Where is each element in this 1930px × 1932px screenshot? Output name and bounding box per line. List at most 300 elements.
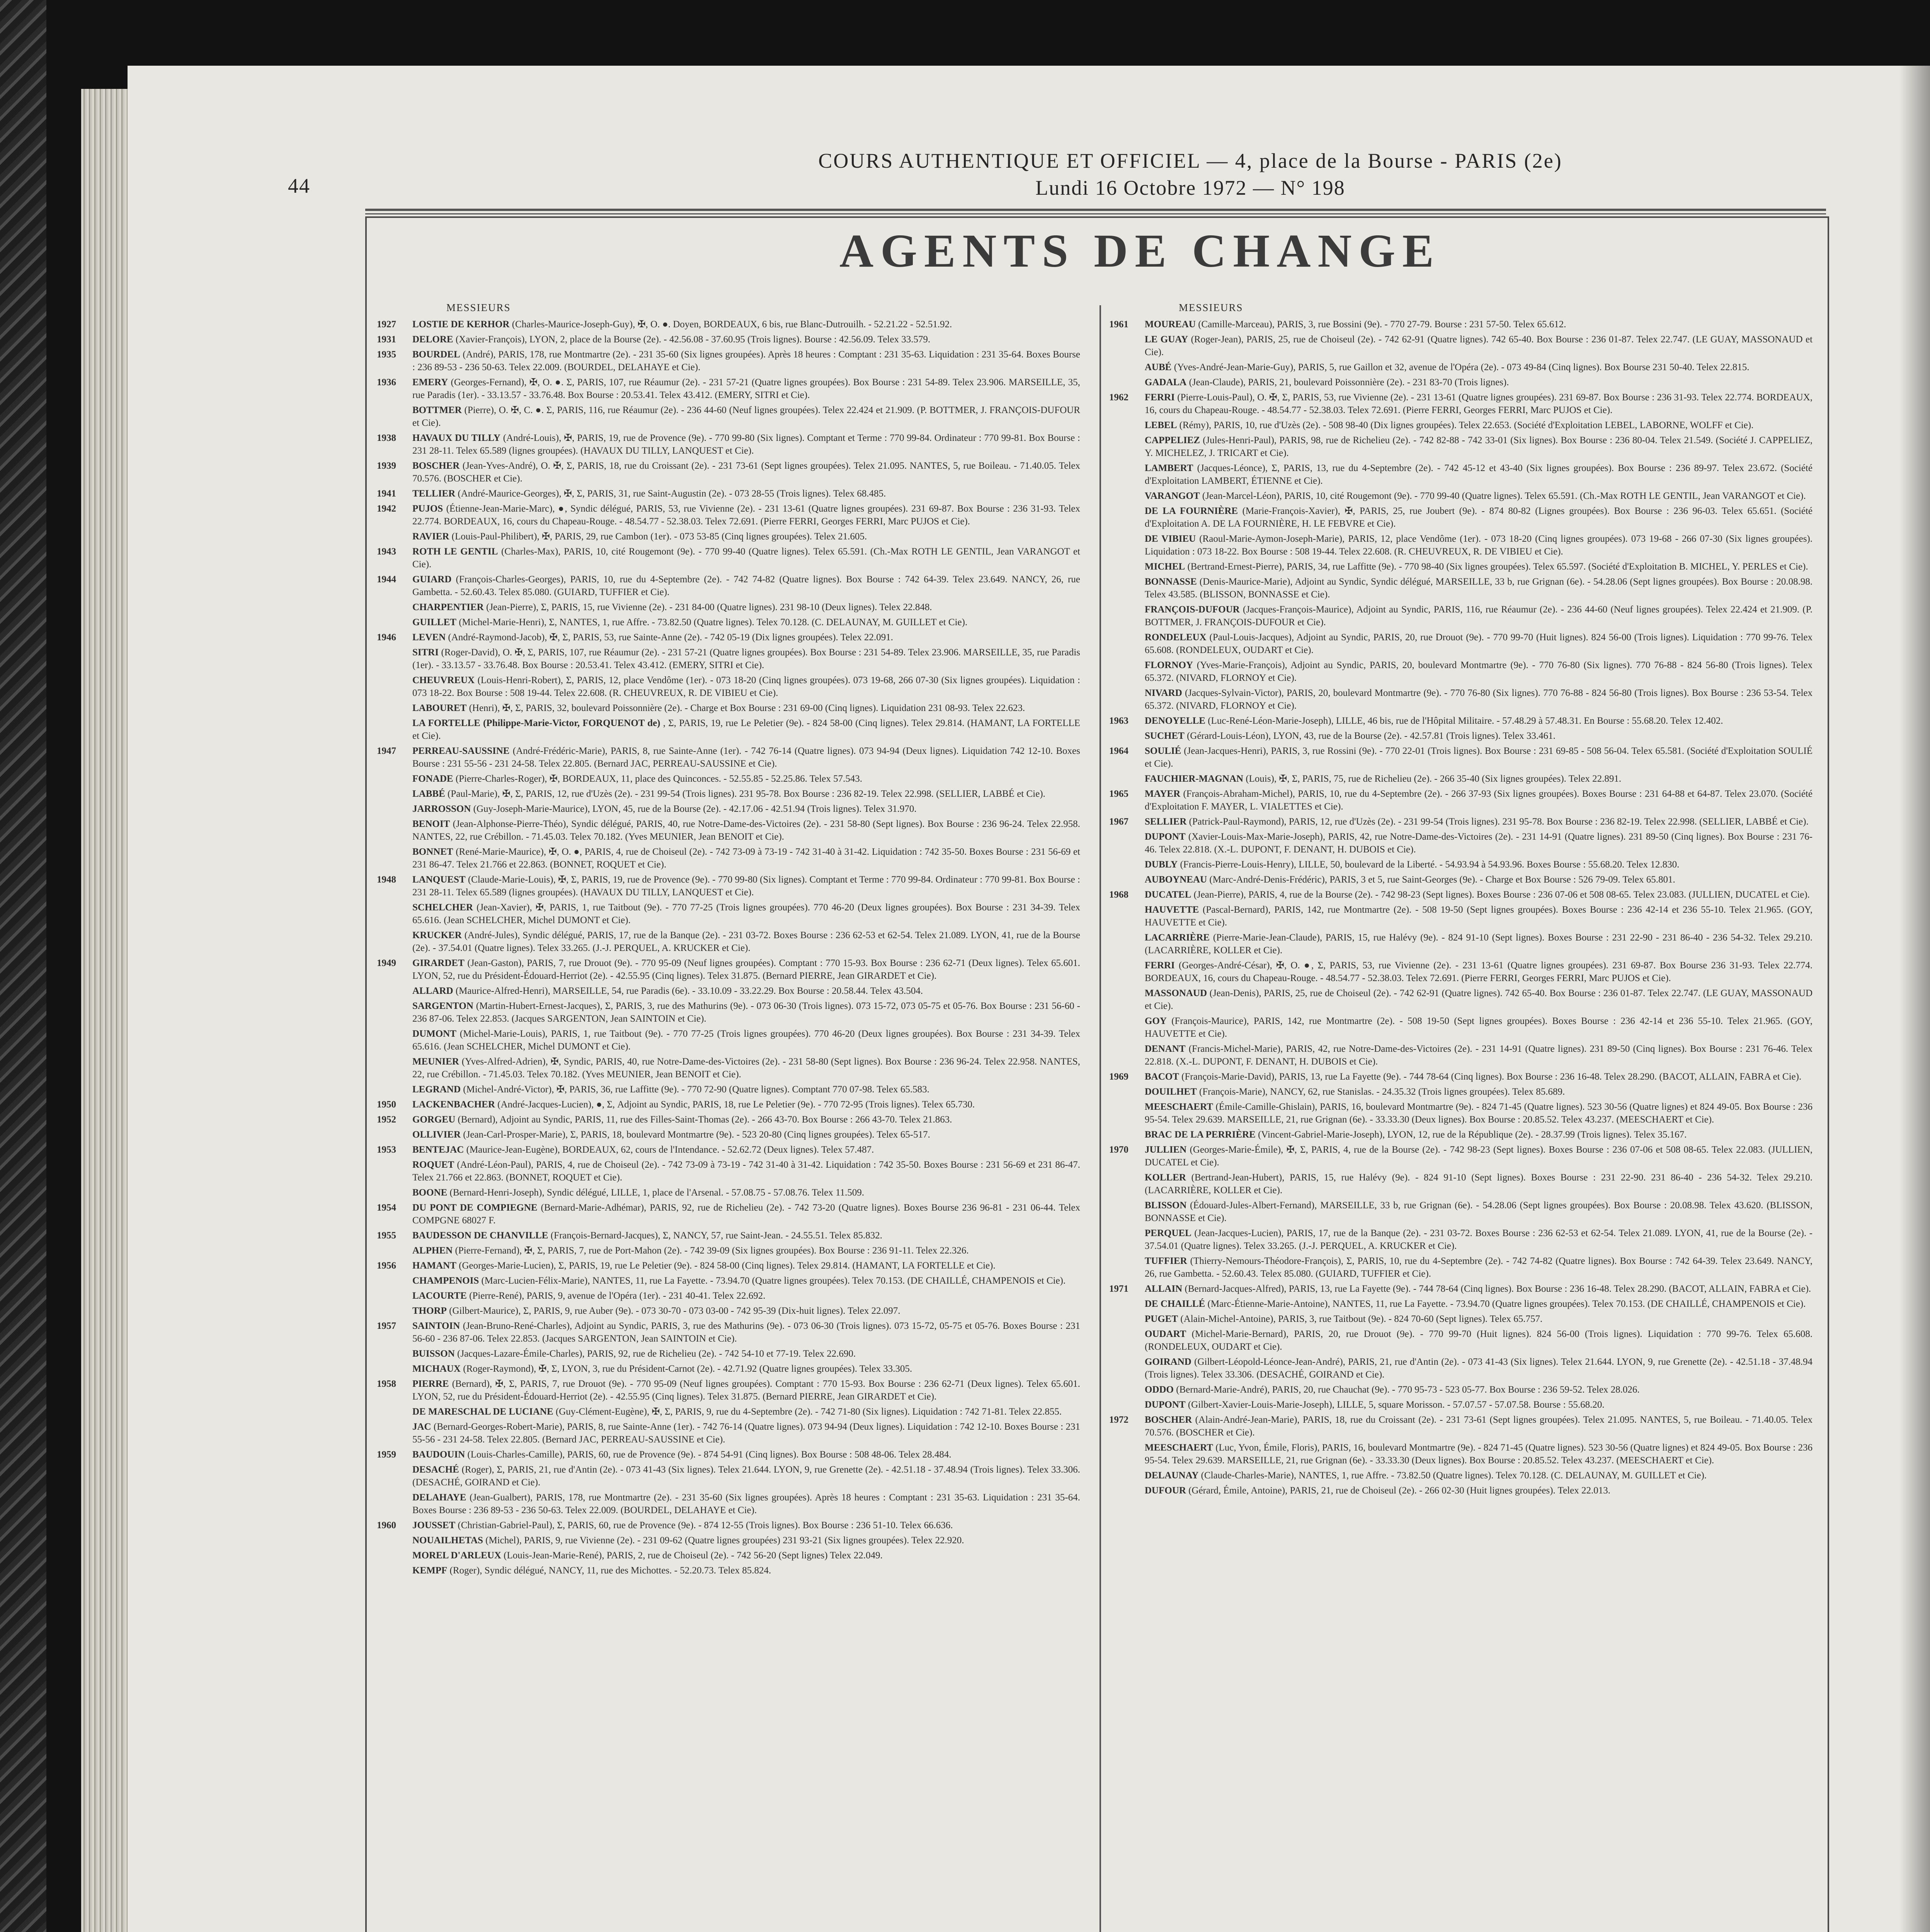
agent-name: MEESCHAERT — [1145, 1442, 1213, 1453]
agent-entry — [1109, 787, 1813, 813]
agent-name: HAMANT — [412, 1260, 456, 1271]
entry-text — [1145, 532, 1813, 558]
agent-entry — [377, 502, 1080, 528]
agent-details: (Pierre-Charles-Roger), ✠, BORDEAUX, 11, place des Quinconces. - 52.55.85 - 52.25.86. Telex 57.543. — [455, 774, 863, 784]
entry-year — [377, 1083, 412, 1096]
agent-name: PERREAU-SAUSSINE — [412, 746, 510, 756]
entry-text — [1145, 560, 1813, 573]
agent-name: JOUSSET — [412, 1520, 456, 1531]
entry-text — [412, 1519, 1080, 1532]
agent-name: AUBOYNEAU — [1145, 874, 1207, 885]
agent-details: (Jean-Bruno-René-Charles), Adjoint au Syndic, PARIS, 3, rue des Mathurins (9e). - 073 06-30 (Trois lignes). 073 15-72, 05-75 et 05-76. Boxes Bourse : 231 56-60 - 236 87-06. Telex 22.853. (Jacques SARGENTON, Jean SAINTOIN et Cie). — [412, 1321, 1080, 1344]
entry-text — [412, 348, 1080, 374]
agent-name: TELLIER — [412, 488, 456, 499]
entry-year — [377, 616, 412, 629]
agent-details: (Pierre-Marie-Jean-Claude), PARIS, 15, rue Halévy (9e). - 824 91-10 (Sept lignes). Boxes Bourse : 231 22-90 - 231 86-40 - 236 54-32. Telex 29.210. (LACARRIÈRE, KOLLER et Cie). — [1145, 932, 1813, 956]
agent-details: (Gilbert-Maurice), Σ, PARIS, 9, rue Auber (9e). - 073 30-70 - 073 03-00 - 742 95-39 (Dix-huit lignes). Telex 22.097. — [449, 1306, 900, 1316]
column-divider — [1099, 305, 1101, 1932]
agent-entry — [377, 1420, 1080, 1446]
agent-entry — [377, 1098, 1080, 1111]
agent-details: (Patrick-Paul-Raymond), PARIS, 12, rue d'Uzès (2e). - 231 99-54 (Trois lignes). 231 95-78. Box Bourse : 236 82-19. Telex 22.998. (SELLIER, LABBÉ et Cie). — [1189, 816, 1809, 827]
entry-year — [1109, 830, 1145, 856]
agent-details: (Claude-Charles-Marie), NANTES, 1, rue Affre. - 73.82.50 (Quatre lignes). Telex 70.128. (C. DELAUNAY, M. GUILLET et Cie). — [1201, 1470, 1707, 1481]
agent-entry — [1109, 462, 1813, 487]
page-shadow — [1899, 66, 1930, 1932]
entry-year — [377, 1491, 412, 1517]
agent-details: (André-Frédéric-Marie), PARIS, 8, rue Sainte-Anne (1er). - 742 76-14 (Quatre lignes). 073 94-94 (Deux lignes). Liquidation 742 12-10. Boxes Bourse : 231 55-56 - 231 24-58. Telex 22.805. (Bernard JAC, PERREAU-SAUSSINE et Cie). — [412, 746, 1080, 769]
entry-year — [377, 985, 412, 997]
entry-year — [377, 404, 412, 429]
column-heading: MESSIEURS — [446, 302, 511, 313]
agent-details: (Jean-Claude), PARIS, 21, boulevard Poissonnière (2e). - 231 83-70 (Trois lignes). — [1189, 377, 1509, 388]
entry-year — [1109, 575, 1145, 601]
agent-name: PIERRE — [412, 1379, 449, 1389]
agent-entry — [377, 1362, 1080, 1375]
agent-entry — [1109, 575, 1813, 601]
agent-entry — [1109, 959, 1813, 985]
entry-text — [1145, 987, 1813, 1012]
agent-name: GOY — [1145, 1016, 1167, 1026]
agent-entry — [1109, 1282, 1813, 1295]
agent-details: (André-Raymond-Jacob), ✠, Σ, PARIS, 53, rue Sainte-Anne (2e). - 742 05-19 (Dix lignes groupées). Telex 22.091. — [448, 632, 893, 643]
agent-entry — [1109, 815, 1813, 828]
agent-entry — [1109, 1298, 1813, 1310]
agent-entry — [1109, 1255, 1813, 1280]
agent-name: VARANGOT — [1145, 491, 1200, 501]
entry-text — [412, 1320, 1080, 1345]
agent-name: THORP — [412, 1306, 447, 1316]
agent-details: (Pierre-Louis-Paul), O. ✠, Σ, PARIS, 53, rue Vivienne (2e). - 231 13-61 (Quatre lignes groupées). 231 69-87. Box Bourse : 236 31-93. Telex 22.774. BORDEAUX, 16, cours du Chapeau-Rouge. - 48.54.77 - 52.38.03. Telex 72.691. (Pierre FERRI, Georges FERRI, Marc PUJOS et Cie). — [1145, 392, 1813, 415]
entry-year: 1942 — [377, 503, 396, 514]
entry-year: 1949 — [377, 958, 396, 968]
agent-details: (Paul-Louis-Jacques), Adjoint au Syndic, PARIS, 20, rue Drouot (9e). - 770 99-70 (Huit lignes). 824 56-00 (Trois lignes). Liquidation : 770 99-76. Telex 65.608. (RONDELEUX, OUDART et Cie). — [1145, 632, 1813, 655]
agent-entry — [377, 1519, 1080, 1532]
agent-name: HAVAUX DU TILLY — [412, 433, 500, 443]
agent-name: RONDELEUX — [1145, 632, 1207, 643]
agent-details: (André-Léon-Paul), PARIS, 4, rue de Choiseul (2e). - 742 73-09 à 73-19 - 742 31-40 à 31-42. Liquidation : 742 35-50. Boxes Bourse : 231 56-69 et 231 86-47. Telex 21.766 et 22.863. (BONNET, ROQUET et Cie). — [412, 1160, 1080, 1183]
agent-entry — [377, 601, 1080, 614]
agent-name: AUBÉ — [1145, 362, 1172, 372]
entry-text — [412, 1000, 1080, 1025]
entry-text — [1145, 1282, 1813, 1295]
agent-entry — [377, 745, 1080, 770]
entry-text — [1145, 490, 1813, 502]
agent-details: (François-Charles-Georges), PARIS, 10, rue du 4-Septembre (2e). - 742 74-82 (Quatre lignes). Box Bourse : 742 64-39. Telex 23.649. NANCY, 26, rue Gambetta. - 52.60.43. Telex 85.080. (GUIARD, TUFFIER et Cie). — [412, 574, 1080, 597]
agent-details: (Jean-Gaston), PARIS, 7, rue Drouot (9e). - 770 95-09 (Neuf lignes groupées). Comptant : 770 15-93. Box Bourse : 236 62-71 (Deux lignes). Telex 65.601. LYON, 52, rue du Président-Édouard-Herriot (2e). - 42.55.95 (Cinq lignes). Telex 31.875. (Bernard PIERRE, Jean GIRARDET et Cie). — [412, 958, 1080, 981]
agent-details: (François-Marie-David), PARIS, 13, rue La Fayette (9e). - 744 78-64 (Cinq lignes). Box Bourse : 236 16-48. Telex 28.290. (BACOT, ALLAIN, FABRA et Cie). — [1181, 1071, 1802, 1082]
agent-name: SARGENTON — [412, 1001, 473, 1011]
agent-details: (André-Louis), ✠, PARIS, 19, rue de Provence (9e). - 770 99-80 (Six lignes). Comptant et Terme : 770 99-84. Ordinateur : 770 99-81. Box Bourse : 231 28-11. Telex 65.589 (lignes groupées). (HAVAUX DU TILLY, LANQUEST et Cie). — [412, 433, 1080, 456]
agent-entry — [377, 957, 1080, 982]
agent-name: DOUILHET — [1145, 1087, 1197, 1097]
entry-year — [1109, 1199, 1145, 1225]
agent-entry — [377, 432, 1080, 457]
agent-details: (Bernard-Marie-André), PARIS, 20, rue Chauchat (9e). - 770 95-73 - 523 05-77. Box Bourse : 236 59-52. Telex 28.026. — [1176, 1384, 1640, 1395]
entry-year — [1109, 1100, 1145, 1126]
entry-year: 1955 — [377, 1230, 396, 1241]
agent-details: (Roger-Raymond), ✠, Σ, LYON, 3, rue du Président-Carnot (2e). - 42.71.92 (Quatre lignes groupées). Telex 33.305. — [463, 1364, 912, 1374]
entry-year — [377, 901, 412, 927]
entry-text — [412, 702, 1080, 714]
agent-name: ALLAIN — [1145, 1284, 1183, 1294]
entry-year — [1109, 1484, 1145, 1497]
entry-text — [412, 745, 1080, 770]
agent-name: LACARRIÈRE — [1145, 932, 1210, 943]
agent-entry — [377, 1564, 1080, 1577]
agent-details: (Jean-Jacques-Lucien), PARIS, 17, rue de la Banque (2e). - 231 03-72. Boxes Bourse : 236 62-53 et 62-54. Telex 21.089. LYON, 41, rue de la Bourse (2e). - 37.54.01 (Quatre lignes). Telex 33.265. (J.-J. PERQUEL, A. KRUCKER et Cie). — [1145, 1228, 1813, 1251]
entry-year: 1948 — [377, 874, 396, 885]
agent-name: MICHAUX — [412, 1364, 461, 1374]
agent-name: DE LA FOURNIÈRE — [1145, 506, 1238, 516]
entry-year — [1109, 376, 1145, 389]
entry-year — [377, 1564, 412, 1577]
entry-text — [1145, 730, 1813, 742]
agent-name: BAUDOUIN — [412, 1449, 465, 1460]
agent-name: DUFOUR — [1145, 1485, 1186, 1496]
agent-name: LOSTIE DE KERHOR — [412, 319, 510, 330]
agent-details: (Paul-Marie), ✠, Σ, PARIS, 12, rue d'Uzès (2e). - 231 99-54 (Trois lignes). 231 95-78. Box Bourse : 236 82-19. Telex 22.998. (SELLIER, LABBÉ et Cie). — [448, 789, 1045, 799]
entry-year — [377, 1244, 412, 1257]
entry-text — [1145, 631, 1813, 656]
entry-year: 1941 — [377, 488, 396, 499]
entry-year — [377, 1362, 412, 1375]
entry-year — [377, 1128, 412, 1141]
agent-entry — [1109, 505, 1813, 530]
entry-year — [1109, 333, 1145, 359]
entry-year — [377, 1549, 412, 1562]
entry-text — [412, 573, 1080, 599]
entry-text — [412, 1259, 1080, 1272]
header-date: Lundi 16 Octobre 1972 — N° 198 — [1035, 176, 1345, 199]
agent-name: GORGEU — [412, 1114, 456, 1125]
entry-year — [1109, 603, 1145, 629]
entry-text — [412, 1186, 1080, 1199]
agent-name: EMERY — [412, 377, 448, 388]
entry-text — [412, 1420, 1080, 1446]
header-publication: COURS AUTHENTIQUE ET OFFICIEL — 4, place de la Bourse - PARIS (2e) — [818, 149, 1562, 172]
agent-name: OUDART — [1145, 1329, 1186, 1339]
agent-details: (Jean-Xavier), ✠, PARIS, 1, rue Taitbout (9e). - 770 77-25 (Trois lignes groupées). 770 46-20 (Deux lignes groupées). Box Bourse : 231 34-39. Telex 65.616. (Jean SCHELCHER, Michel DUMONT et Cie). — [412, 902, 1080, 925]
entry-text — [412, 1534, 1080, 1547]
entry-text — [1145, 603, 1813, 629]
agent-entry — [1109, 1143, 1813, 1169]
entry-text — [412, 1491, 1080, 1517]
entry-year — [1109, 1227, 1145, 1252]
agent-entry — [1109, 987, 1813, 1012]
agent-entry — [377, 1347, 1080, 1360]
agent-entry — [377, 901, 1080, 927]
agent-entry — [1109, 1128, 1813, 1141]
entry-text — [1145, 1171, 1813, 1197]
entry-text — [1145, 931, 1813, 957]
entry-year — [377, 702, 412, 714]
agent-name: BOSCHER — [412, 461, 460, 471]
entry-text — [1145, 1441, 1813, 1467]
agent-name: LACOURTE — [412, 1291, 467, 1301]
agent-details: (Bertrand-Jean-Hubert), PARIS, 15, rue Halévy (9e). - 824 91-10 (Sept lignes). Boxes Bourse : 231 22-90. 231 86-40 - 236 54-32. Telex 29.210. (LACARRIÈRE, KOLLER et Cie). — [1145, 1172, 1813, 1196]
agent-details: (Guy-Clément-Eugène), ✠, Σ, PARIS, 9, rue du 4-Septembre (2e). - 742 71-80 (Six lignes). Liquidation : 742 71-81. Telex 22.855. — [555, 1406, 1062, 1417]
agent-name: BAUDESSON DE CHANVILLE — [412, 1230, 548, 1241]
entry-text — [412, 1304, 1080, 1317]
entry-year — [1109, 462, 1145, 487]
agent-name: LEGRAND — [412, 1084, 461, 1095]
entry-text — [412, 901, 1080, 927]
entry-year — [377, 1463, 412, 1489]
entry-year — [377, 1304, 412, 1317]
entry-year — [377, 601, 412, 614]
agent-entry — [377, 404, 1080, 429]
entry-text — [1145, 1298, 1813, 1310]
entry-text — [1145, 1015, 1813, 1040]
entry-text — [412, 957, 1080, 982]
agent-details: (Louis-Henri-Robert), Σ, PARIS, 12, place Vendôme (1er). - 073 18-20 (Cinq lignes groupées). 073 19-68, 266 07-30 (Six lignes groupées). Liquidation : 073 18-22. Box Bourse : 508 19-44. Telex 22.608. (R. CHEUVREUX, R. DE VIBIEU et Cie). — [412, 675, 1080, 698]
agent-entry — [1109, 1398, 1813, 1411]
entry-text — [1145, 1143, 1813, 1169]
agent-details: (Pascal-Bernard), PARIS, 142, rue Montmartre (2e). - 508 19-50 (Sept lignes groupées). Boxes Bourse : 236 42-14 et 236 55-10. Telex 21.965. (GOY, HAUVETTE et Cie). — [1145, 905, 1813, 928]
agent-details: (François-Abraham-Michel), PARIS, 10, rue du 4-Septembre (2e). - 266 37-93 (Six lignes groupées). Boxes Bourse : 231 64-88 et 64-87. Telex 23.070. (Société d'Exploitation F. MAYER, L. VIALETTES et Cie). — [1145, 789, 1813, 812]
entry-text — [412, 873, 1080, 899]
entry-year: 1952 — [377, 1114, 396, 1125]
agent-details: (François-Maurice), PARIS, 142, rue Montmartre (2e). - 508 19-50 (Sept lignes groupées). Boxes Bourse : 236 42-14 et 236 55-10. Telex 21.965. (GOY, HAUVETTE et Cie). — [1145, 1016, 1813, 1039]
agent-entry — [377, 1229, 1080, 1242]
agent-details: (Édouard-Jules-Albert-Fernand), MARSEILLE, 33 b, rue Grignan (6e). - 54.28.06 (Sept lignes groupées). Box Bourse : 20.08.98. Telex 43.620. (BLISSON, BONNASSE et Cie). — [1145, 1200, 1813, 1223]
agent-name: JARROSSON — [412, 804, 471, 814]
agent-name: OLLIVIER — [412, 1129, 461, 1140]
entry-text — [1145, 1227, 1813, 1252]
entry-text — [1145, 1043, 1813, 1068]
agent-entry — [377, 1549, 1080, 1562]
agent-entry — [377, 1027, 1080, 1053]
entry-text — [412, 1229, 1080, 1242]
entry-year — [377, 1027, 412, 1053]
agent-details: (Charles-Maurice-Joseph-Guy), ✠, O. ●. Doyen, BORDEAUX, 6 bis, rue Blanc-Dutrouilh. - 52.21.22 - 52.51.92. — [512, 319, 952, 330]
agent-entry — [1109, 903, 1813, 929]
agent-entry — [1109, 1085, 1813, 1098]
agent-details: (Francis-Pierre-Louis-Henry), LILLE, 50, boulevard de la Liberté. - 54.93.94 à 54.93.96. Boxes Bourse : 55.68.20. Telex 12.830. — [1180, 859, 1680, 870]
entry-text — [412, 1274, 1080, 1287]
agent-details: (Roger-David), O. ✠, Σ, PARIS, 107, rue Réaumur (2e). - 231 57-21 (Quatre lignes groupées). Box Bourse : 231 54-89. Telex 23.906. MARSEILLE, 35, rue Paradis (1er). - 33.13.57 - 33.76.48. Box Bourse : 20.53.41. Telex 43.412. (EMERY, SITRI et Cie). — [412, 647, 1080, 670]
agent-name: KOLLER — [1145, 1172, 1186, 1183]
agent-details: (Luc-René-Léon-Marie-Joseph), LILLE, 46 bis, rue de l'Hôpital Militaire. - 57.48.29 à 57.48.31. En Bourse : 55.68.20. Telex 12.402. — [1208, 716, 1723, 726]
agent-entry — [1109, 745, 1813, 770]
agent-entry — [1109, 687, 1813, 712]
entry-text — [1145, 1070, 1813, 1083]
agent-details: (Gérard, Émile, Antoine), PARIS, 21, rue de Choiseul (2e). - 266 02-30 (Huit lignes groupées). Telex 22.013. — [1188, 1485, 1610, 1496]
agent-name: DUBLY — [1145, 859, 1178, 870]
entry-year: 1968 — [1109, 889, 1128, 900]
agent-entry — [1109, 830, 1813, 856]
agent-name: DUPONT — [1145, 832, 1186, 842]
entry-text — [1145, 1355, 1813, 1381]
agent-details: (Jacques-Léonce), Σ, PARIS, 13, rue du 4-Septembre (2e). - 742 45-12 et 43-40 (Six lignes groupées). Box Bourse : 236 89-97. Telex 23.672. (Société d'Exploitation LAMBERT, ÉTIENNE et Cie). — [1145, 463, 1813, 486]
entry-text — [1145, 333, 1813, 359]
entry-text — [1145, 1085, 1813, 1098]
entry-text — [412, 1158, 1080, 1184]
agent-entry — [377, 1000, 1080, 1025]
entry-text — [1145, 1128, 1813, 1141]
entry-year: 1954 — [377, 1202, 396, 1213]
entry-year — [1109, 959, 1145, 985]
entry-text — [412, 1055, 1080, 1081]
agent-name: LA FORTELLE (Philippe-Marie-Victor, FORQUENOT de) — [412, 718, 660, 728]
agent-name: BLISSON — [1145, 1200, 1187, 1211]
entry-text — [1145, 1100, 1813, 1126]
entry-text — [412, 1083, 1080, 1096]
entry-year — [377, 1405, 412, 1418]
entry-text — [1145, 462, 1813, 487]
agent-entry — [377, 1083, 1080, 1096]
entry-year — [1109, 1383, 1145, 1396]
entry-year — [1109, 1171, 1145, 1197]
agent-entry — [377, 646, 1080, 672]
agent-name: BENTEJAC — [412, 1145, 464, 1155]
entry-year: 1963 — [1109, 716, 1128, 726]
agent-entry — [377, 803, 1080, 815]
page-header — [746, 149, 1635, 200]
agent-entry — [1109, 1328, 1813, 1353]
agent-entry — [377, 1143, 1080, 1156]
entry-year: 1944 — [377, 574, 396, 585]
entry-text — [412, 803, 1080, 815]
agent-name: CHARPENTIER — [412, 602, 484, 612]
agent-name: LAMBERT — [1145, 463, 1193, 473]
agent-entry — [377, 772, 1080, 785]
agent-entry — [377, 530, 1080, 543]
entry-list — [377, 318, 1080, 1577]
entry-text — [412, 530, 1080, 543]
entry-text — [412, 1113, 1080, 1126]
agent-entry — [377, 1304, 1080, 1317]
agent-entry — [1109, 1015, 1813, 1040]
agent-details: (Marc-Étienne-Marie-Antoine), NANTES, 11, rue La Fayette. - 73.94.70 (Quatre lignes groupées). Telex 70.153. (DE CHAILLÉ, CHAMPENOIS et Cie). — [1207, 1299, 1806, 1309]
entry-text — [412, 818, 1080, 843]
agent-entry — [377, 845, 1080, 871]
column-heading: MESSIEURS — [1179, 302, 1243, 313]
entry-text — [1145, 787, 1813, 813]
agent-details: (Jean-Alphonse-Pierre-Théo), Syndic délégué, PARIS, 40, rue Notre-Dame-des-Victoires (2e). - 231 58-80 (Sept lignes). Box Bourse : 236 96-24. Telex 22.958. NANTES, 22, rue Crébillon. - 71.45.03. Telex 70.182. (Yves MEUNIER, Jean BENOIT et Cie). — [412, 819, 1080, 842]
agent-name: LACKENBACHER — [412, 1099, 495, 1110]
entry-text — [1145, 687, 1813, 712]
agent-name: DE MARESCHAL DE LUCIANE — [412, 1406, 553, 1417]
entry-year: 1927 — [377, 319, 396, 330]
entry-year — [377, 1420, 412, 1446]
entry-text — [1145, 959, 1813, 985]
agent-details: (François-Marie), NANCY, 62, rue Stanislas. - 24.35.32 (Trois lignes groupées). Telex 85.689. — [1199, 1087, 1565, 1097]
agent-entry — [377, 616, 1080, 629]
agent-name: BACOT — [1145, 1071, 1179, 1082]
agent-details: (Luc, Yvon, Émile, Floris), PARIS, 16, boulevard Montmartre (9e). - 824 71-45 (Quatre lignes). 523 30-56 (Quatre lignes) et 824 49-05. Box Bourse : 236 95-54. Telex 29.639. MARSEILLE, 21, rue Grignan (6e). - 33.33.30 (Deux lignes). Box Bourse : 20.85.52. Telex 43.237. (MEESCHAERT et Cie). — [1145, 1442, 1813, 1466]
agent-details: (Maurice-Jean-Eugène), BORDEAUX, 62, cours de l'Intendance. - 52.62.72 (Deux lignes). Telex 57.487. — [466, 1145, 874, 1155]
entry-text — [412, 1027, 1080, 1053]
agent-details: (Xavier-Louis-Max-Marie-Joseph), PARIS, 42, rue Notre-Dame-des-Victoires (2e). - 231 14-91 (Quatre lignes). 231 89-50 (Cinq lignes). Box Bourse : 231 76-46. Telex 22.818. (X.-L. DUPONT, F. DENANT, H. DUBOIS et Cie). — [1145, 832, 1813, 855]
entry-year — [1109, 1313, 1145, 1325]
agent-entry — [377, 929, 1080, 954]
entry-text — [412, 545, 1080, 571]
entry-year — [1109, 1441, 1145, 1467]
agent-entry — [377, 1463, 1080, 1489]
agent-entry — [377, 1244, 1080, 1257]
agent-entry — [377, 1378, 1080, 1403]
agent-entry — [377, 702, 1080, 714]
agent-details: (Bernard), Adjoint au Syndic, PARIS, 11, rue des Filles-Saint-Thomas (2e). - 266 43-70. Box Bourse : 266 43-70. Telex 21.863. — [458, 1114, 952, 1125]
agent-details: (Jean-Pierre), Σ, PARIS, 15, rue Vivienne (2e). - 231 84-00 (Quatre lignes). 231 98-10 (Deux lignes). Telex 22.848. — [486, 602, 932, 612]
entry-year — [1109, 434, 1145, 459]
entry-text — [1145, 376, 1813, 389]
agent-name: MEUNIER — [412, 1056, 459, 1067]
agent-entry — [377, 873, 1080, 899]
agent-details: (Gilbert-Xavier-Louis-Marie-Joseph), LILLE, 5, square Morisson. - 57.07.57 - 57.07.58. Bourse : 55.68.20. — [1188, 1400, 1605, 1410]
entry-text — [1145, 659, 1813, 684]
entry-text — [1145, 1484, 1813, 1497]
agent-entry — [1109, 1355, 1813, 1381]
entry-year — [1109, 1469, 1145, 1482]
entry-year: 1957 — [377, 1321, 396, 1331]
agent-details: (Pierre-René), PARIS, 9, avenue de l'Opéra (1er). - 231 40-41. Telex 22.692. — [469, 1291, 766, 1301]
agent-entry — [1109, 560, 1813, 573]
agent-entry — [1109, 376, 1813, 389]
agent-details: (André-Jacques-Lucien), ●, Σ, Adjoint au Syndic, PARIS, 18, rue Le Peletier (9e). - 770 72-95 (Trois lignes). Telex 65.730. — [497, 1099, 975, 1110]
entry-year — [377, 772, 412, 785]
agent-entry — [377, 1055, 1080, 1081]
agent-name: SOULIÉ — [1145, 746, 1181, 756]
agent-name: DENANT — [1145, 1044, 1186, 1054]
agent-entry — [1109, 532, 1813, 558]
agent-entry — [377, 1201, 1080, 1227]
agent-name: ROTH LE GENTIL — [412, 546, 498, 557]
agent-details: (Jacques-Lazare-Émile-Charles), PARIS, 92, rue de Richelieu (2e). - 742 54-10 et 77-19. Telex 22.690. — [457, 1349, 856, 1359]
entry-text — [412, 1289, 1080, 1302]
agent-details: (Georges-André-César), ✠, O. ●, Σ, PARIS, 53, rue Vivienne (2e). - 231 13-61 (Quatre lignes groupées). 231 69-87. Box Bourse 236 31-93. Telex 22.774. BORDEAUX, 16, cours du Chapeau-Rouge. - 48.54.77 - 52.38.03. Telex 72.691. (Pierre FERRI, Georges FERRI, Marc PUJOS et Cie). — [1145, 960, 1813, 983]
entry-year — [1109, 1398, 1145, 1411]
entry-year — [377, 1289, 412, 1302]
entry-text — [1145, 1469, 1813, 1482]
entry-text — [412, 1362, 1080, 1375]
agent-details: (Francis-Michel-Marie), PARIS, 42, rue Notre-Dame-des-Victoires (2e). - 231 14-91 (Quatre lignes). 231 89-50 (Cinq lignes). Box Bourse : 231 76-46. Telex 22.818. (X.-L. DUPONT, F. DENANT, H. DUBOIS et Cie). — [1145, 1044, 1813, 1067]
entry-text — [412, 1143, 1080, 1156]
entry-year — [1109, 1085, 1145, 1098]
agent-details: (André), PARIS, 178, rue Montmartre (2e). - 231 35-60 (Six lignes groupées). Après 18 heures : Comptant : 231 35-63. Liquidation : 231 35-64. Boxes Bourse : 236 89-53 - 236 50-63. Telex 22.009. (BOURDEL, DELAHAYE et Cie). — [412, 349, 1080, 372]
agent-entry — [377, 717, 1080, 742]
entry-year: 1939 — [377, 461, 396, 471]
agent-name: GUIARD — [412, 574, 452, 585]
agent-details: (Jean-Denis), PARIS, 25, rue de Choiseul (2e). - 742 62-91 (Quatre lignes). 742 65-40. Box Bourse : 236 01-87. Telex 22.747. (LE GUAY, MASSONAUD et Cie). — [1145, 988, 1813, 1011]
entry-text — [412, 487, 1080, 500]
agent-details: (Martin-Hubert-Ernest-Jacques), Σ, PARIS, 3, rue des Mathurins (9e). - 073 06-30 (Trois lignes). 073 15-72, 073 05-75 et 05-76. Box Bourse : 231 56-60 - 236 87-06. Telex 22.853. (Jacques SARGENTON, Jean SAINTOIN et Cie). — [412, 1001, 1080, 1024]
entry-text — [412, 376, 1080, 401]
agent-name: BOSCHER — [1145, 1415, 1192, 1425]
agent-details: (Jacques-François-Maurice), Adjoint au Syndic, PARIS, 116, rue Réaumur (2e). - 236 44-60 (Neuf lignes groupées). Telex 22.424 et 21.909. (P. BOTTMER, J. FRANÇOIS-DUFOUR et Cie). — [1145, 604, 1813, 628]
entry-year: 1971 — [1109, 1284, 1128, 1294]
agent-entry — [377, 818, 1080, 843]
agent-name: FRANÇOIS-DUFOUR — [1145, 604, 1240, 615]
agent-name: LANQUEST — [412, 874, 466, 885]
agent-entry — [1109, 631, 1813, 656]
agent-name: DUMONT — [412, 1029, 456, 1039]
agent-details: (Christian-Gabriel-Paul), Σ, PARIS, 60, rue de Provence (9e). - 874 12-55 (Trois lignes). Box Bourse : 236 51-10. Telex 66.636. — [458, 1520, 953, 1531]
agent-details: (Guy-Joseph-Marie-Maurice), LYON, 45, rue de la Bourse (2e). - 42.17.06 - 42.51.94 (Trois lignes). Telex 31.970. — [473, 804, 917, 814]
agent-name: FAUCHIER-MAGNAN — [1145, 774, 1244, 784]
entry-year — [1109, 858, 1145, 871]
agent-details: (Roger), Σ, PARIS, 21, rue d'Antin (2e). - 073 41-43 (Six lignes). Telex 21.644. LYON, 9, rue Grenette (2e). - 42.51.18 - 37.48.94 (Trois lignes). Telex 33.306. (DESACHÉ, GOIRAND et Cie). — [412, 1464, 1080, 1488]
agent-name: DENOYELLE — [1145, 716, 1205, 726]
agent-details: (Jacques-Sylvain-Victor), PARIS, 20, boulevard Montmartre (9e). - 770 76-80 (Six lignes). 770 76-88 - 824 56-80 (Trois lignes). Box Bourse : 236 53-54. Telex 65.372. (NIVARD, FLORNOY et Cie). — [1145, 688, 1813, 711]
entry-year — [1109, 631, 1145, 656]
agent-name: BONNET — [412, 847, 453, 857]
agent-details: (Henri), ✠, Σ, PARIS, 32, boulevard Poissonnière (2e). - Charge et Box Bourse : 231 69-00 (Cinq lignes). Liquidation 231 08-93. Telex 22.623. — [469, 703, 1025, 713]
agent-details: (Michel-Marie-Henri), Σ, NANTES, 1, rue Affre. - 73.82.50 (Quatre lignes). Telex 70.128. (C. DELAUNAY, M. GUILLET et Cie). — [459, 617, 968, 628]
agent-name: GIRARDET — [412, 958, 465, 968]
agent-details: (Roger-Jean), PARIS, 25, rue de Choiseul (2e). - 742 62-91 (Quatre lignes). 742 65-40. Box Bourse : 236 01-87. Telex 22.747. (LE GUAY, MASSONAUD et Cie). — [1145, 334, 1813, 357]
